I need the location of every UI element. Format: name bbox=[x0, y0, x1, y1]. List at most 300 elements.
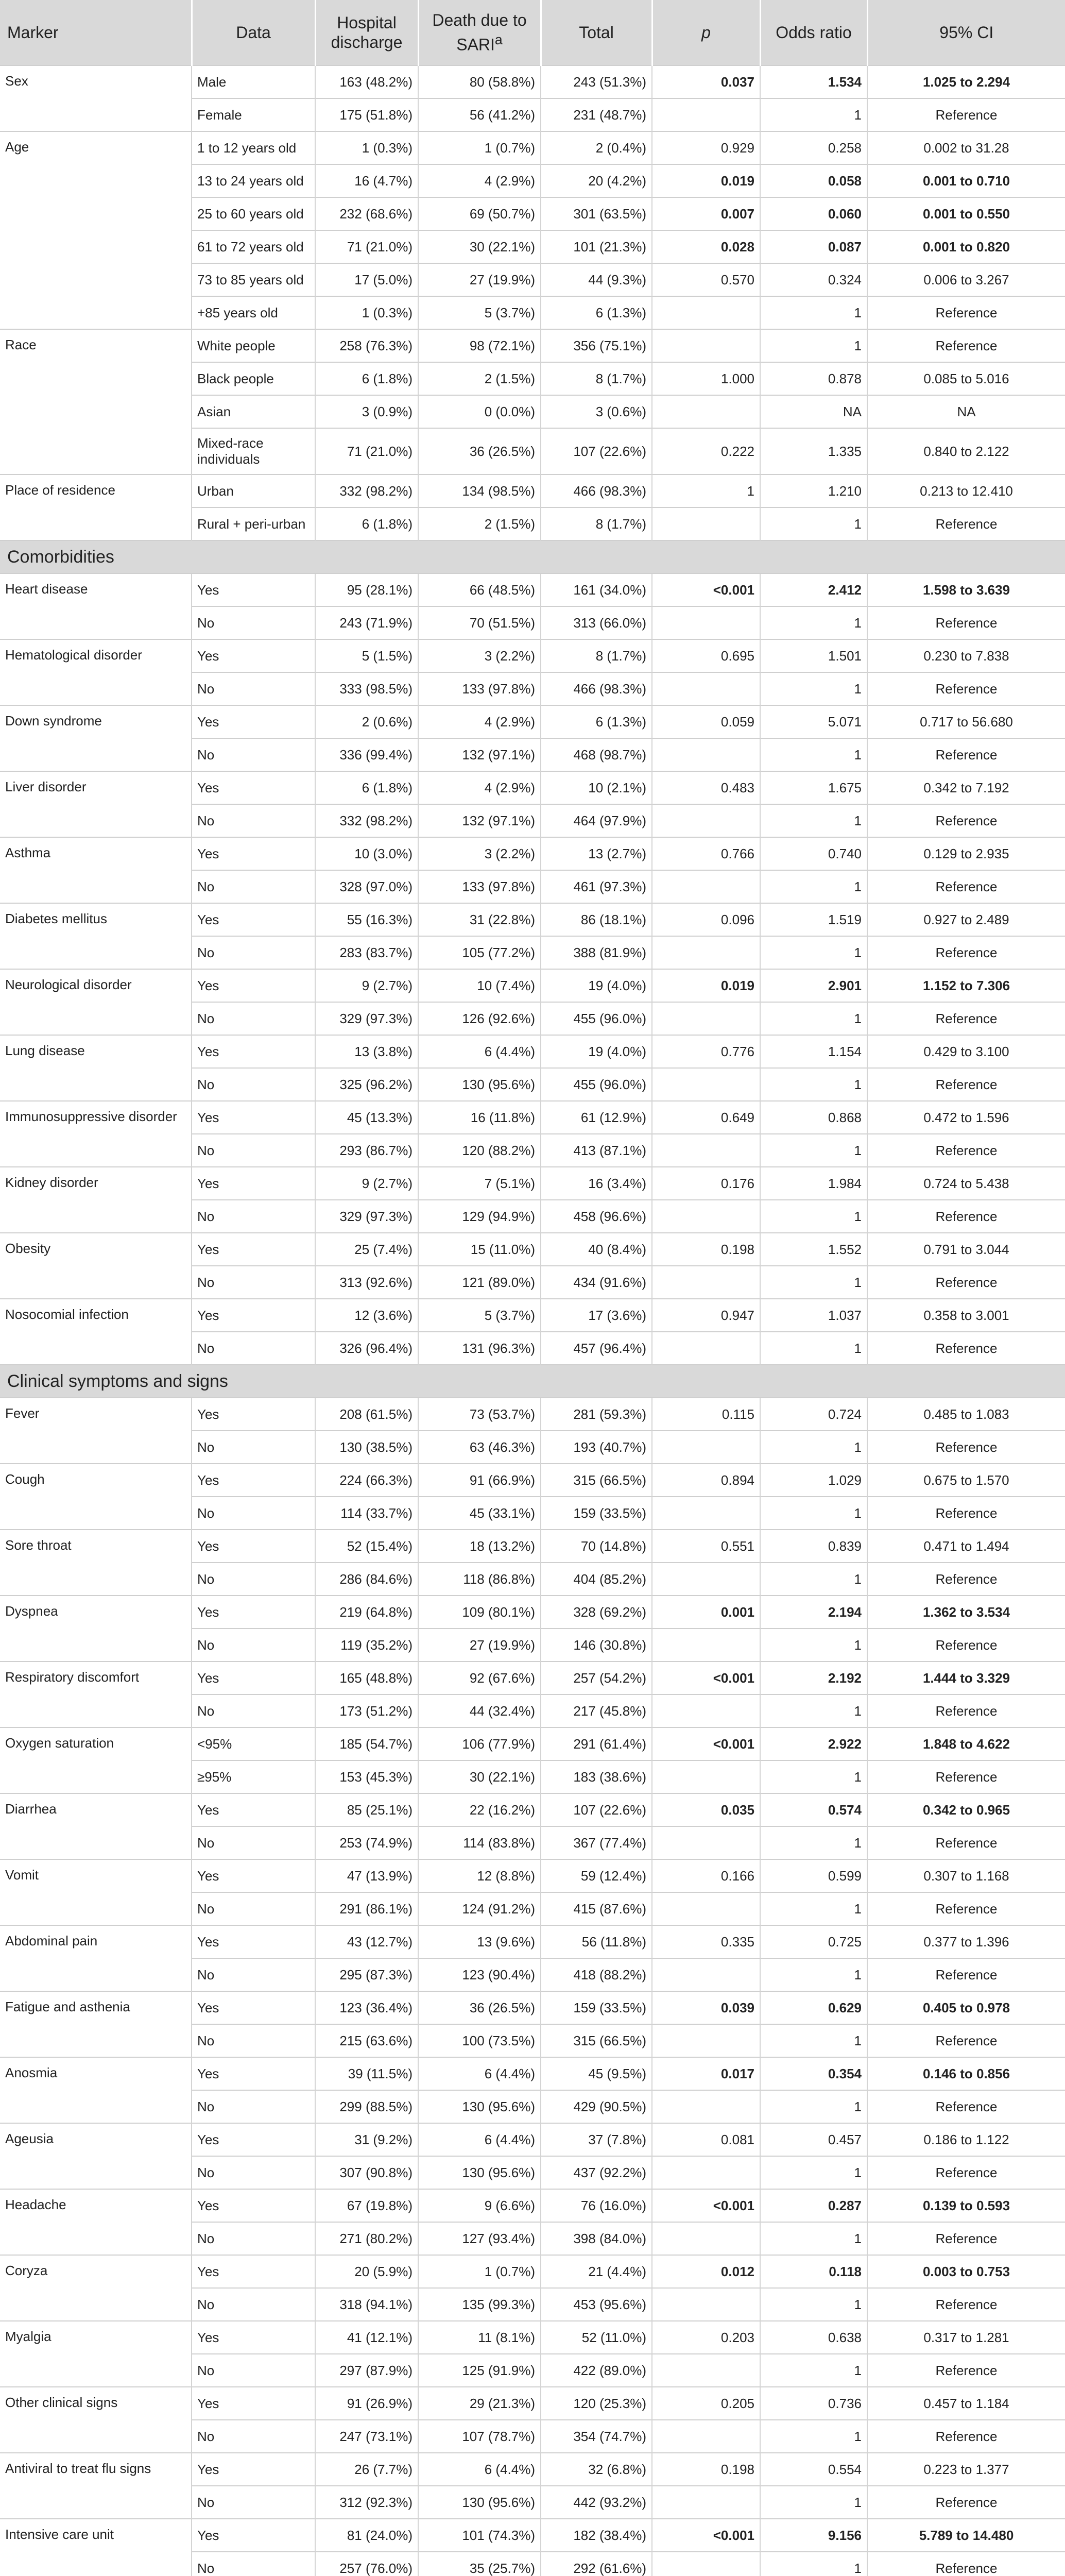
data-cell: Yes bbox=[192, 903, 315, 936]
odds-ratio-cell: 0.638 bbox=[760, 2321, 867, 2354]
total-cell: 8 (1.7%) bbox=[541, 639, 652, 672]
p-value-cell: 0.035 bbox=[652, 1793, 760, 1826]
odds-ratio-cell: 0.058 bbox=[760, 164, 867, 197]
ci-cell: 1.444 to 3.329 bbox=[867, 1662, 1065, 1694]
total-cell: 13 (2.7%) bbox=[541, 837, 652, 870]
data-cell: No bbox=[192, 738, 315, 771]
p-value-cell: 1.000 bbox=[652, 362, 760, 395]
data-cell: +85 years old bbox=[192, 296, 315, 329]
hospital-discharge-cell: 307 (90.8%) bbox=[315, 2156, 418, 2189]
hospital-discharge-cell: 325 (96.2%) bbox=[315, 1068, 418, 1101]
table-row bbox=[0, 837, 1065, 870]
total-cell: 313 (66.0%) bbox=[541, 606, 652, 639]
total-cell: 45 (9.5%) bbox=[541, 2057, 652, 2090]
table-row bbox=[0, 2189, 1065, 2222]
total-cell: 418 (88.2%) bbox=[541, 1958, 652, 1991]
ci-cell: Reference bbox=[867, 1002, 1065, 1035]
p-value-cell bbox=[652, 2156, 760, 2189]
p-value-cell bbox=[652, 1068, 760, 1101]
death-cell: 130 (95.6%) bbox=[418, 2156, 541, 2189]
data-cell: No bbox=[192, 1134, 315, 1167]
marker-cell: Liver disorder bbox=[0, 771, 192, 837]
data-cell: Yes bbox=[192, 2255, 315, 2288]
data-cell: White people bbox=[192, 329, 315, 362]
p-value-cell bbox=[652, 329, 760, 362]
hospital-discharge-cell: 286 (84.6%) bbox=[315, 1563, 418, 1596]
death-cell: 132 (97.1%) bbox=[418, 804, 541, 837]
hospital-discharge-cell: 312 (92.3%) bbox=[315, 2486, 418, 2519]
ci-cell: 0.001 to 0.550 bbox=[867, 197, 1065, 230]
total-cell: 193 (40.7%) bbox=[541, 1431, 652, 1464]
odds-ratio-cell: 0.868 bbox=[760, 1101, 867, 1134]
total-cell: 8 (1.7%) bbox=[541, 362, 652, 395]
data-cell: Mixed-race individuals bbox=[192, 428, 315, 474]
data-cell: Female bbox=[192, 98, 315, 131]
death-cell: 70 (51.5%) bbox=[418, 606, 541, 639]
hospital-discharge-cell: 326 (96.4%) bbox=[315, 1332, 418, 1365]
death-cell: 36 (26.5%) bbox=[418, 428, 541, 474]
total-cell: 231 (48.7%) bbox=[541, 98, 652, 131]
hospital-discharge-cell: 55 (16.3%) bbox=[315, 903, 418, 936]
odds-ratio-cell: 2.901 bbox=[760, 969, 867, 1002]
table-row bbox=[0, 705, 1065, 738]
hospital-discharge-cell: 295 (87.3%) bbox=[315, 1958, 418, 1991]
table-row bbox=[0, 1925, 1065, 1958]
odds-ratio-cell: 1.552 bbox=[760, 1233, 867, 1266]
odds-ratio-cell: 1 bbox=[760, 1760, 867, 1793]
hospital-discharge-cell: 3 (0.9%) bbox=[315, 395, 418, 428]
odds-ratio-cell: 1.534 bbox=[760, 65, 867, 98]
table-row bbox=[0, 1299, 1065, 1332]
data-cell: 25 to 60 years old bbox=[192, 197, 315, 230]
hospital-discharge-cell: 13 (3.8%) bbox=[315, 1035, 418, 1068]
death-cell: 121 (89.0%) bbox=[418, 1266, 541, 1299]
total-cell: 159 (33.5%) bbox=[541, 1497, 652, 1530]
death-cell: 101 (74.3%) bbox=[418, 2519, 541, 2552]
table-row bbox=[0, 903, 1065, 936]
odds-ratio-cell: 1 bbox=[760, 1629, 867, 1662]
hospital-discharge-cell: 336 (99.4%) bbox=[315, 738, 418, 771]
death-cell: 130 (95.6%) bbox=[418, 1068, 541, 1101]
ci-cell: Reference bbox=[867, 1068, 1065, 1101]
total-cell: 415 (87.6%) bbox=[541, 1892, 652, 1925]
section-heading: Comorbidities bbox=[0, 540, 1065, 573]
ci-cell: 0.230 to 7.838 bbox=[867, 639, 1065, 672]
p-value-cell: 0.483 bbox=[652, 771, 760, 804]
data-cell: Yes bbox=[192, 837, 315, 870]
ci-cell: 0.675 to 1.570 bbox=[867, 1464, 1065, 1497]
p-value-cell: <0.001 bbox=[652, 2189, 760, 2222]
marker-cell: Other clinical signs bbox=[0, 2387, 192, 2453]
total-cell: 457 (96.4%) bbox=[541, 1332, 652, 1365]
p-value-cell bbox=[652, 1892, 760, 1925]
death-cell: 7 (5.1%) bbox=[418, 1167, 541, 1200]
ci-cell: Reference bbox=[867, 1563, 1065, 1596]
header-ci: 95% CI bbox=[867, 0, 1065, 65]
ci-cell: 0.223 to 1.377 bbox=[867, 2453, 1065, 2486]
data-cell: No bbox=[192, 1200, 315, 1233]
odds-ratio-cell: 1 bbox=[760, 1826, 867, 1859]
ci-cell: Reference bbox=[867, 2354, 1065, 2387]
ci-cell: Reference bbox=[867, 2288, 1065, 2321]
total-cell: 16 (3.4%) bbox=[541, 1167, 652, 1200]
header-total: Total bbox=[541, 0, 652, 65]
data-cell: No bbox=[192, 1002, 315, 1035]
total-cell: 10 (2.1%) bbox=[541, 771, 652, 804]
table-row bbox=[0, 2123, 1065, 2156]
total-cell: 21 (4.4%) bbox=[541, 2255, 652, 2288]
p-value-cell: 1 bbox=[652, 474, 760, 507]
ci-cell: 0.927 to 2.489 bbox=[867, 903, 1065, 936]
hospital-discharge-cell: 114 (33.7%) bbox=[315, 1497, 418, 1530]
odds-ratio-cell: 1 bbox=[760, 2024, 867, 2057]
p-value-cell bbox=[652, 1002, 760, 1035]
p-value-cell: 0.012 bbox=[652, 2255, 760, 2288]
odds-ratio-cell: 0.118 bbox=[760, 2255, 867, 2288]
p-value-cell: 0.176 bbox=[652, 1167, 760, 1200]
odds-ratio-cell: 1.519 bbox=[760, 903, 867, 936]
death-cell: 1 (0.7%) bbox=[418, 2255, 541, 2288]
total-cell: 404 (85.2%) bbox=[541, 1563, 652, 1596]
table-row bbox=[0, 2519, 1065, 2552]
data-cell: Yes bbox=[192, 1464, 315, 1497]
odds-ratio-cell: 1 bbox=[760, 606, 867, 639]
death-cell: 135 (99.3%) bbox=[418, 2288, 541, 2321]
hospital-discharge-cell: 71 (21.0%) bbox=[315, 428, 418, 474]
ci-cell: Reference bbox=[867, 1958, 1065, 1991]
ci-cell: Reference bbox=[867, 738, 1065, 771]
ci-cell: 1.848 to 4.622 bbox=[867, 1727, 1065, 1760]
hospital-discharge-cell: 332 (98.2%) bbox=[315, 474, 418, 507]
odds-ratio-cell: 1 bbox=[760, 2222, 867, 2255]
death-cell: 13 (9.6%) bbox=[418, 1925, 541, 1958]
table-row bbox=[0, 1662, 1065, 1694]
data-cell: Yes bbox=[192, 2189, 315, 2222]
total-cell: 458 (96.6%) bbox=[541, 1200, 652, 1233]
odds-ratio-cell: 1 bbox=[760, 870, 867, 903]
hospital-discharge-cell: 243 (71.9%) bbox=[315, 606, 418, 639]
ci-cell: Reference bbox=[867, 1694, 1065, 1727]
total-cell: 354 (74.7%) bbox=[541, 2420, 652, 2453]
total-cell: 466 (98.3%) bbox=[541, 474, 652, 507]
hospital-discharge-cell: 208 (61.5%) bbox=[315, 1398, 418, 1431]
death-cell: 16 (11.8%) bbox=[418, 1101, 541, 1134]
hospital-discharge-cell: 9 (2.7%) bbox=[315, 1167, 418, 1200]
ci-cell: Reference bbox=[867, 329, 1065, 362]
hospital-discharge-cell: 253 (74.9%) bbox=[315, 1826, 418, 1859]
table-row bbox=[0, 329, 1065, 362]
odds-ratio-cell: 1 bbox=[760, 1332, 867, 1365]
ci-cell: 0.342 to 7.192 bbox=[867, 771, 1065, 804]
hospital-discharge-cell: 257 (76.0%) bbox=[315, 2552, 418, 2576]
data-cell: No bbox=[192, 936, 315, 969]
marker-cell: Ageusia bbox=[0, 2123, 192, 2189]
ci-cell: Reference bbox=[867, 672, 1065, 705]
hospital-discharge-cell: 165 (48.8%) bbox=[315, 1662, 418, 1694]
total-cell: 52 (11.0%) bbox=[541, 2321, 652, 2354]
total-cell: 159 (33.5%) bbox=[541, 1991, 652, 2024]
ci-cell: 0.139 to 0.593 bbox=[867, 2189, 1065, 2222]
death-cell: 133 (97.8%) bbox=[418, 870, 541, 903]
total-cell: 8 (1.7%) bbox=[541, 507, 652, 540]
data-cell: 73 to 85 years old bbox=[192, 263, 315, 296]
marker-cell: Diarrhea bbox=[0, 1793, 192, 1859]
total-cell: 257 (54.2%) bbox=[541, 1662, 652, 1694]
p-value-cell: 0.335 bbox=[652, 1925, 760, 1958]
ci-cell: Reference bbox=[867, 98, 1065, 131]
death-cell: 100 (73.5%) bbox=[418, 2024, 541, 2057]
ci-cell: 0.213 to 12.410 bbox=[867, 474, 1065, 507]
marker-cell: Hematological disorder bbox=[0, 639, 192, 705]
hospital-discharge-cell: 247 (73.1%) bbox=[315, 2420, 418, 2453]
ci-cell: 0.003 to 0.753 bbox=[867, 2255, 1065, 2288]
odds-ratio-cell: 2.922 bbox=[760, 1727, 867, 1760]
total-cell: 437 (92.2%) bbox=[541, 2156, 652, 2189]
death-cell: 130 (95.6%) bbox=[418, 2486, 541, 2519]
p-value-cell: 0.222 bbox=[652, 428, 760, 474]
ci-cell: Reference bbox=[867, 1760, 1065, 1793]
odds-ratio-cell: 0.060 bbox=[760, 197, 867, 230]
p-value-cell: 0.205 bbox=[652, 2387, 760, 2420]
table-row bbox=[0, 1101, 1065, 1134]
data-cell: No bbox=[192, 1958, 315, 1991]
ci-cell: Reference bbox=[867, 2222, 1065, 2255]
hospital-discharge-cell: 31 (9.2%) bbox=[315, 2123, 418, 2156]
odds-ratio-cell: 1 bbox=[760, 672, 867, 705]
death-cell: 4 (2.9%) bbox=[418, 771, 541, 804]
p-value-cell bbox=[652, 98, 760, 131]
marker-cell: Coryza bbox=[0, 2255, 192, 2321]
table-row bbox=[0, 65, 1065, 98]
total-cell: 388 (81.9%) bbox=[541, 936, 652, 969]
total-cell: 301 (63.5%) bbox=[541, 197, 652, 230]
marker-cell: Age bbox=[0, 131, 192, 329]
marker-cell: Fever bbox=[0, 1398, 192, 1464]
table-row bbox=[0, 1035, 1065, 1068]
death-cell: 6 (4.4%) bbox=[418, 2057, 541, 2090]
hospital-discharge-cell: 2 (0.6%) bbox=[315, 705, 418, 738]
odds-ratio-cell: 1.037 bbox=[760, 1299, 867, 1332]
ci-cell: Reference bbox=[867, 1266, 1065, 1299]
total-cell: 464 (97.9%) bbox=[541, 804, 652, 837]
marker-cell: Immunosuppressive disorder bbox=[0, 1101, 192, 1167]
hospital-discharge-cell: 71 (21.0%) bbox=[315, 230, 418, 263]
p-value-cell bbox=[652, 1431, 760, 1464]
data-cell: 61 to 72 years old bbox=[192, 230, 315, 263]
data-cell: No bbox=[192, 2486, 315, 2519]
p-value-cell: 0.096 bbox=[652, 903, 760, 936]
ci-cell: 0.342 to 0.965 bbox=[867, 1793, 1065, 1826]
ci-cell: 1.025 to 2.294 bbox=[867, 65, 1065, 98]
p-value-cell: 0.894 bbox=[652, 1464, 760, 1497]
ci-cell: 0.001 to 0.820 bbox=[867, 230, 1065, 263]
hospital-discharge-cell: 299 (88.5%) bbox=[315, 2090, 418, 2123]
odds-ratio-cell: 1 bbox=[760, 1002, 867, 1035]
total-cell: 291 (61.4%) bbox=[541, 1727, 652, 1760]
hospital-discharge-cell: 297 (87.9%) bbox=[315, 2354, 418, 2387]
total-cell: 182 (38.4%) bbox=[541, 2519, 652, 2552]
odds-ratio-cell: 0.354 bbox=[760, 2057, 867, 2090]
death-cell: 27 (19.9%) bbox=[418, 1629, 541, 1662]
hospital-discharge-cell: 85 (25.1%) bbox=[315, 1793, 418, 1826]
death-cell: 4 (2.9%) bbox=[418, 164, 541, 197]
p-value-cell: 0.947 bbox=[652, 1299, 760, 1332]
odds-ratio-cell: 0.740 bbox=[760, 837, 867, 870]
ci-cell: Reference bbox=[867, 1200, 1065, 1233]
odds-ratio-cell: 1 bbox=[760, 1563, 867, 1596]
p-value-cell: 0.007 bbox=[652, 197, 760, 230]
death-cell: 18 (13.2%) bbox=[418, 1530, 541, 1563]
hospital-discharge-cell: 318 (94.1%) bbox=[315, 2288, 418, 2321]
marker-cell: Diabetes mellitus bbox=[0, 903, 192, 969]
death-cell: 44 (32.4%) bbox=[418, 1694, 541, 1727]
section-row bbox=[0, 540, 1065, 573]
odds-ratio-cell: 0.258 bbox=[760, 131, 867, 164]
hospital-discharge-cell: 215 (63.6%) bbox=[315, 2024, 418, 2057]
odds-ratio-cell: 1 bbox=[760, 1431, 867, 1464]
marker-cell: Respiratory discomfort bbox=[0, 1662, 192, 1727]
odds-ratio-cell: 1 bbox=[760, 2420, 867, 2453]
p-value-cell: 0.059 bbox=[652, 705, 760, 738]
hospital-discharge-cell: 47 (13.9%) bbox=[315, 1859, 418, 1892]
data-cell: No bbox=[192, 672, 315, 705]
total-cell: 422 (89.0%) bbox=[541, 2354, 652, 2387]
death-cell: 36 (26.5%) bbox=[418, 1991, 541, 2024]
hospital-discharge-cell: 12 (3.6%) bbox=[315, 1299, 418, 1332]
total-cell: 120 (25.3%) bbox=[541, 2387, 652, 2420]
death-cell: 45 (33.1%) bbox=[418, 1497, 541, 1530]
hospital-discharge-cell: 333 (98.5%) bbox=[315, 672, 418, 705]
total-cell: 107 (22.6%) bbox=[541, 428, 652, 474]
total-cell: 183 (38.6%) bbox=[541, 1760, 652, 1793]
data-cell: Yes bbox=[192, 1299, 315, 1332]
ci-cell: 0.307 to 1.168 bbox=[867, 1859, 1065, 1892]
death-cell: 0 (0.0%) bbox=[418, 395, 541, 428]
data-cell: Yes bbox=[192, 1925, 315, 1958]
hospital-discharge-cell: 43 (12.7%) bbox=[315, 1925, 418, 1958]
hospital-discharge-cell: 52 (15.4%) bbox=[315, 1530, 418, 1563]
death-cell: 109 (80.1%) bbox=[418, 1596, 541, 1629]
header-death-footnote-mark: a bbox=[494, 32, 503, 48]
odds-ratio-cell: 0.087 bbox=[760, 230, 867, 263]
marker-cell: Cough bbox=[0, 1464, 192, 1530]
death-cell: 2 (1.5%) bbox=[418, 362, 541, 395]
hospital-discharge-cell: 185 (54.7%) bbox=[315, 1727, 418, 1760]
hospital-discharge-cell: 9 (2.7%) bbox=[315, 969, 418, 1002]
data-cell: No bbox=[192, 2090, 315, 2123]
p-value-cell bbox=[652, 804, 760, 837]
odds-ratio-cell: 1.501 bbox=[760, 639, 867, 672]
data-cell: Urban bbox=[192, 474, 315, 507]
p-value-cell: 0.203 bbox=[652, 2321, 760, 2354]
total-cell: 59 (12.4%) bbox=[541, 1859, 652, 1892]
odds-ratio-cell: 0.287 bbox=[760, 2189, 867, 2222]
odds-ratio-cell: 0.574 bbox=[760, 1793, 867, 1826]
table-row bbox=[0, 1398, 1065, 1431]
death-cell: 4 (2.9%) bbox=[418, 705, 541, 738]
p-value-cell bbox=[652, 2222, 760, 2255]
ci-cell: 1.152 to 7.306 bbox=[867, 969, 1065, 1002]
p-value-cell bbox=[652, 1200, 760, 1233]
data-cell: No bbox=[192, 2288, 315, 2321]
death-cell: 6 (4.4%) bbox=[418, 2123, 541, 2156]
death-cell: 22 (16.2%) bbox=[418, 1793, 541, 1826]
hospital-discharge-cell: 95 (28.1%) bbox=[315, 573, 418, 606]
data-cell: Yes bbox=[192, 573, 315, 606]
odds-ratio-cell: 1 bbox=[760, 2090, 867, 2123]
section-row bbox=[0, 1365, 1065, 1398]
marker-cell: Race bbox=[0, 329, 192, 474]
data-cell: No bbox=[192, 1563, 315, 1596]
ci-cell: 0.317 to 1.281 bbox=[867, 2321, 1065, 2354]
hospital-discharge-cell: 26 (7.7%) bbox=[315, 2453, 418, 2486]
data-cell: Yes bbox=[192, 1035, 315, 1068]
data-cell: Yes bbox=[192, 1596, 315, 1629]
data-cell: 1 to 12 years old bbox=[192, 131, 315, 164]
p-value-cell: 0.649 bbox=[652, 1101, 760, 1134]
marker-cell: Myalgia bbox=[0, 2321, 192, 2387]
hospital-discharge-cell: 41 (12.1%) bbox=[315, 2321, 418, 2354]
death-cell: 15 (11.0%) bbox=[418, 1233, 541, 1266]
data-cell: No bbox=[192, 2222, 315, 2255]
table-row bbox=[0, 573, 1065, 606]
death-cell: 63 (46.3%) bbox=[418, 1431, 541, 1464]
death-cell: 132 (97.1%) bbox=[418, 738, 541, 771]
total-cell: 107 (22.6%) bbox=[541, 1793, 652, 1826]
total-cell: 356 (75.1%) bbox=[541, 329, 652, 362]
death-cell: 9 (6.6%) bbox=[418, 2189, 541, 2222]
p-value-cell bbox=[652, 936, 760, 969]
ci-cell: 1.362 to 3.534 bbox=[867, 1596, 1065, 1629]
odds-ratio-cell: 1 bbox=[760, 1958, 867, 1991]
data-cell: No bbox=[192, 1266, 315, 1299]
death-cell: 126 (92.6%) bbox=[418, 1002, 541, 1035]
p-value-cell bbox=[652, 1694, 760, 1727]
odds-ratio-cell: 0.878 bbox=[760, 362, 867, 395]
hospital-discharge-cell: 81 (24.0%) bbox=[315, 2519, 418, 2552]
p-value-cell: 0.019 bbox=[652, 969, 760, 1002]
data-cell: No bbox=[192, 1497, 315, 1530]
death-cell: 131 (96.3%) bbox=[418, 1332, 541, 1365]
death-cell: 124 (91.2%) bbox=[418, 1892, 541, 1925]
data-cell: No bbox=[192, 1431, 315, 1464]
hospital-discharge-cell: 10 (3.0%) bbox=[315, 837, 418, 870]
death-cell: 3 (2.2%) bbox=[418, 639, 541, 672]
hospital-discharge-cell: 91 (26.9%) bbox=[315, 2387, 418, 2420]
marker-cell: Lung disease bbox=[0, 1035, 192, 1101]
data-cell: Yes bbox=[192, 2453, 315, 2486]
header-death-label: Death due to SARI bbox=[432, 11, 527, 54]
ci-cell: Reference bbox=[867, 2090, 1065, 2123]
death-cell: 98 (72.1%) bbox=[418, 329, 541, 362]
odds-ratio-cell: 1 bbox=[760, 2354, 867, 2387]
ci-cell: 1.598 to 3.639 bbox=[867, 573, 1065, 606]
odds-ratio-cell: 0.629 bbox=[760, 1991, 867, 2024]
death-cell: 91 (66.9%) bbox=[418, 1464, 541, 1497]
odds-ratio-cell: 0.736 bbox=[760, 2387, 867, 2420]
ci-cell: Reference bbox=[867, 2156, 1065, 2189]
total-cell: 455 (96.0%) bbox=[541, 1002, 652, 1035]
marker-cell: Heart disease bbox=[0, 573, 192, 639]
hospital-discharge-cell: 313 (92.6%) bbox=[315, 1266, 418, 1299]
table-row bbox=[0, 1233, 1065, 1266]
ci-cell: 0.129 to 2.935 bbox=[867, 837, 1065, 870]
death-cell: 120 (88.2%) bbox=[418, 1134, 541, 1167]
odds-ratio-cell: 1 bbox=[760, 2156, 867, 2189]
death-cell: 73 (53.7%) bbox=[418, 1398, 541, 1431]
total-cell: 413 (87.1%) bbox=[541, 1134, 652, 1167]
odds-ratio-cell: 1 bbox=[760, 2486, 867, 2519]
